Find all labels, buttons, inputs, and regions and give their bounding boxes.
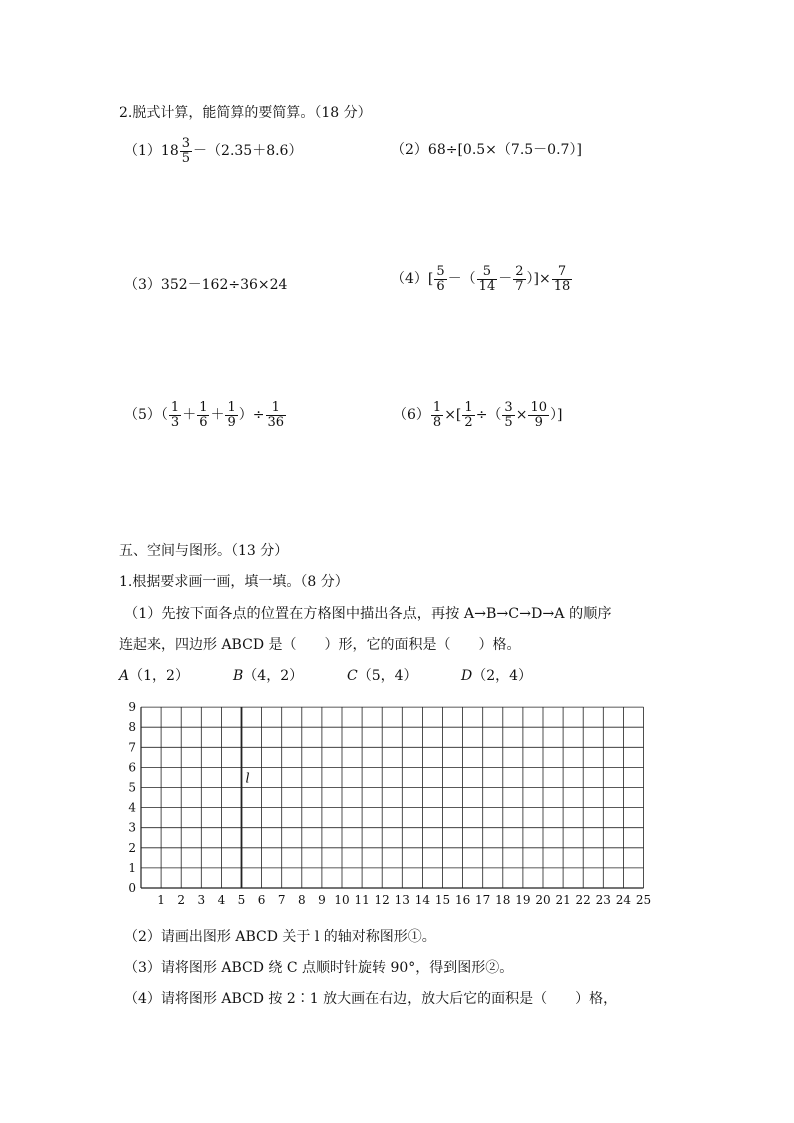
- problem-5-fraction-1: $\frac{1}{3}$: [170, 400, 180, 430]
- x-tick-label: 23: [595, 893, 611, 907]
- y-tick-label: 4: [128, 800, 136, 815]
- problem-5-fraction-3: $\frac{1}{9}$: [227, 400, 236, 430]
- x-tick-label: 5: [237, 893, 246, 907]
- problem-6-fraction-3: $\frac{3}{5}$: [504, 400, 513, 430]
- x-tick-label: 4: [217, 893, 226, 907]
- problem-4-label: （4）: [391, 271, 428, 288]
- y-tick-label: 2: [128, 840, 136, 855]
- problem-4-fraction-2: $\frac{5}{14}$: [478, 264, 496, 294]
- problem-3: （3）352－162÷36×24: [124, 277, 288, 293]
- question-1-title: 1.根据要求画一画，填一填。（8 分）: [119, 574, 349, 590]
- problem-4-op-1: －（: [447, 271, 476, 288]
- y-tick-label: 0: [128, 881, 136, 895]
- x-tick-label: 9: [318, 893, 326, 907]
- x-tick-label: 25: [635, 893, 652, 907]
- problem-6-op-2: ÷（: [475, 407, 502, 424]
- y-tick-label: 1: [128, 860, 136, 875]
- point-d: D（2，4）: [461, 668, 533, 684]
- problem-5-paren: （: [160, 407, 168, 424]
- problem-4-bracket: [: [427, 271, 434, 288]
- problem-5-fraction-4: $\frac{1}{36}$: [267, 400, 285, 430]
- point-b: B（4，2）: [233, 668, 304, 684]
- problem-6-op-4: ）]: [549, 407, 563, 424]
- x-tick-label: 14: [414, 893, 431, 907]
- question-1b: （2）请画出图形 ABCD 关于 l 的轴对称图形①。: [124, 929, 436, 945]
- problem-5-fraction-2: $\frac{1}{6}$: [199, 400, 208, 430]
- problem-5-op-1: ＋: [182, 407, 197, 424]
- section-5-title: 五、空间与图形。（13 分）: [119, 543, 289, 559]
- problem-4-fraction-4: $\frac{7}{18}$: [553, 264, 571, 294]
- x-tick-label: 8: [297, 893, 306, 907]
- y-tick-label: 8: [128, 720, 136, 735]
- problem-4-fraction-1: $\frac{5}{6}$: [436, 264, 445, 294]
- problem-6-label: （6）: [393, 407, 430, 424]
- x-tick-label: 21: [555, 893, 571, 907]
- x-tick-label: 19: [515, 893, 531, 907]
- question-1d: （4）请将图形 ABCD 按 2∶1 放大画在右边，放大后它的面积是（ ）格，: [124, 991, 618, 1007]
- x-tick-label: 24: [615, 893, 632, 907]
- x-tick-label: 6: [257, 893, 266, 907]
- x-tick-label: 12: [374, 893, 390, 907]
- problem-2: （2）68÷[0.5×（7.5－0.7）]: [391, 142, 582, 158]
- x-tick-label: 3: [197, 893, 206, 907]
- point-a: A（1，2）: [119, 668, 189, 684]
- x-tick-label: 15: [434, 893, 451, 907]
- y-tick-label: 6: [128, 760, 136, 775]
- y-tick-label: 7: [128, 740, 136, 755]
- x-tick-label: 20: [535, 893, 551, 907]
- y-tick-label: 3: [128, 820, 136, 835]
- x-tick-label: 13: [394, 893, 410, 907]
- x-tick-label: 17: [475, 893, 491, 907]
- problem-6-fraction-4: $\frac{10}{9}$: [530, 400, 547, 430]
- section-2-title: 2.脱式计算，能简算的要简算。（18 分）: [119, 105, 372, 121]
- x-tick-label: 7: [277, 893, 286, 907]
- x-tick-label: 16: [454, 893, 471, 907]
- problem-5-op-3: ）÷: [238, 407, 265, 424]
- question-1a-line-1: （1）先按下面各点的位置在方格图中描出各点，再按 A→B→C→D→A 的顺序: [124, 606, 612, 622]
- x-tick-label: 2: [177, 893, 186, 907]
- problem-1-whole: 18: [160, 143, 179, 160]
- question-1a-line-2: 连起来，四边形 ABCD 是（ ）形，它的面积是（ ）格。: [119, 637, 521, 653]
- problem-1-rest: －（2.35＋8.6）: [193, 143, 303, 160]
- symmetry-axis-label: l: [245, 771, 250, 787]
- y-tick-label: 9: [128, 700, 136, 715]
- problem-4-fraction-3: $\frac{2}{7}$: [515, 264, 524, 294]
- x-tick-label: 10: [334, 893, 350, 907]
- y-tick-label: 5: [128, 780, 136, 795]
- problem-6-fraction-1: $\frac{1}{8}$: [432, 400, 442, 430]
- problem-5-label: （5）: [124, 407, 161, 424]
- point-c: C（5，4）: [347, 668, 418, 684]
- problem-6-op-1: ×[: [444, 407, 462, 424]
- problem-6-op-3: ×: [515, 407, 528, 424]
- problem-5-op-2: ＋: [210, 407, 225, 424]
- x-tick-label: 11: [354, 893, 370, 907]
- problem-4-op-3: ）]×: [526, 271, 551, 288]
- question-1c: （3）请将图形 ABCD 绕 C 点顺时针旋转 90°，得到图形②。: [124, 960, 514, 976]
- problem-1-label: （1）: [124, 143, 161, 160]
- problem-4-op-2: －: [498, 271, 513, 288]
- problem-1-fraction: $\frac{3}{5}$: [181, 136, 191, 166]
- x-tick-label: 1: [157, 893, 165, 907]
- x-tick-label: 22: [575, 893, 591, 907]
- x-tick-label: 18: [495, 893, 511, 907]
- problem-6-fraction-2: $\frac{1}{2}$: [464, 400, 473, 430]
